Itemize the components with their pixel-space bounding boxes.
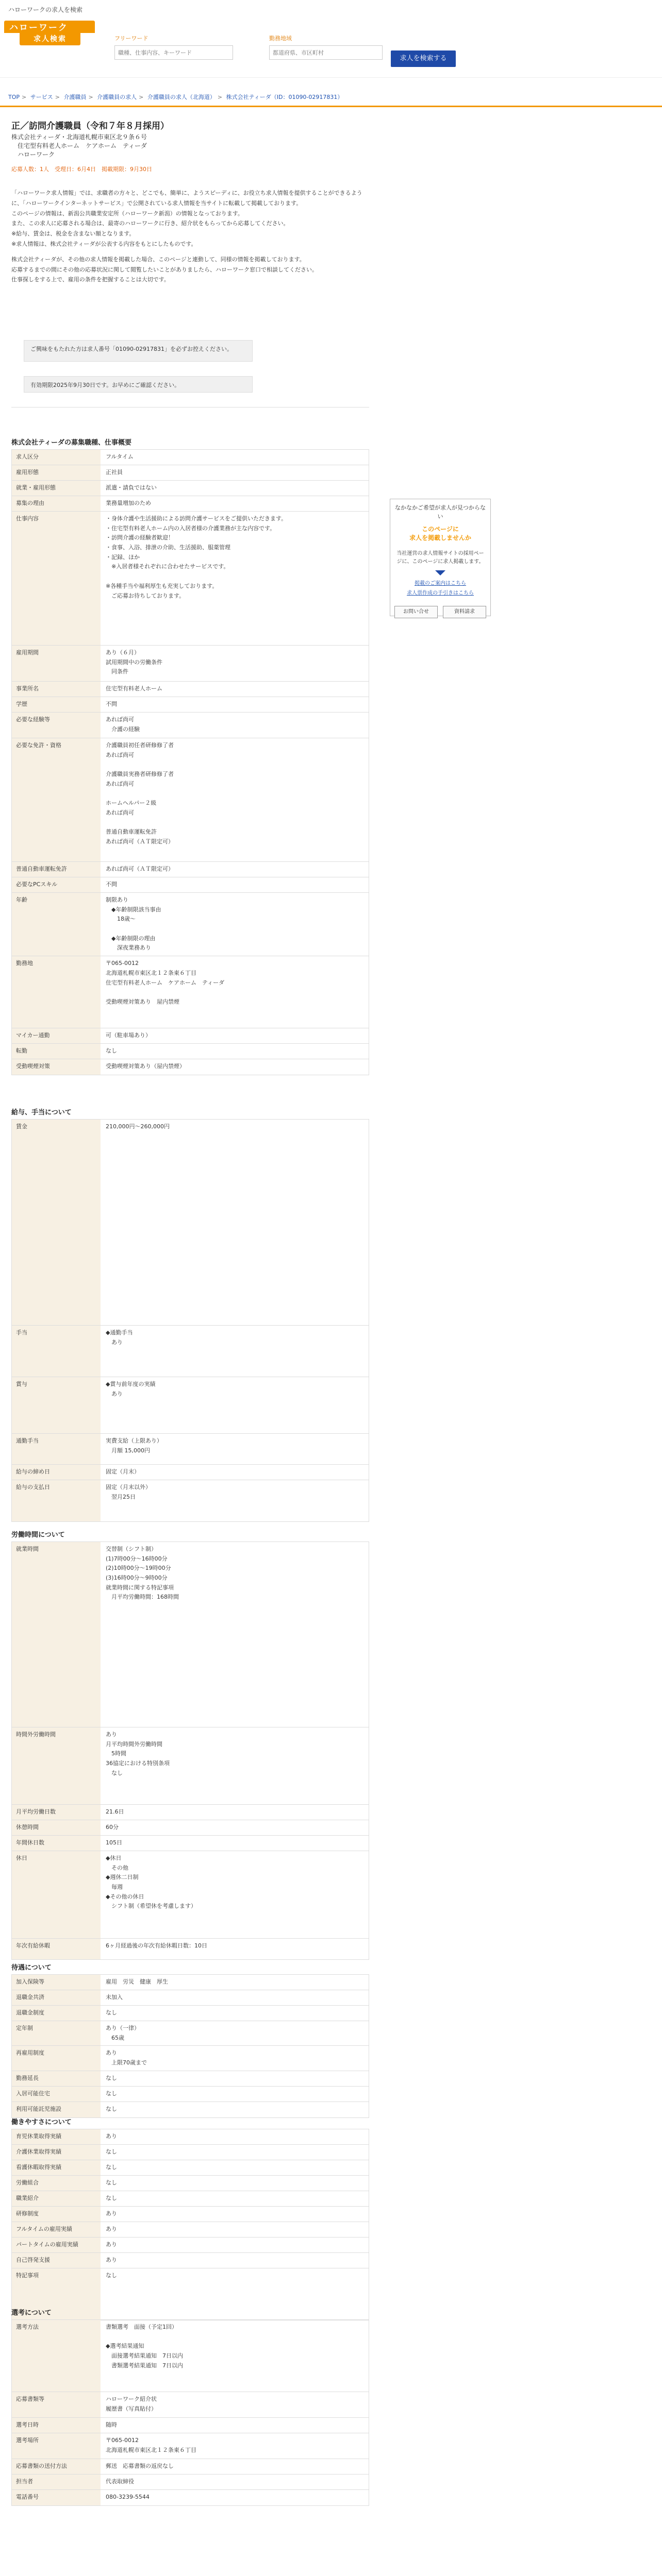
row-label: 利用可能託児施設	[12, 2102, 101, 2117]
row-label: 雇用形態	[12, 465, 101, 480]
row-label: 職業紹介	[12, 2191, 101, 2206]
row-value: あり（６月） 試用期間中の労働条件 同条件	[106, 649, 162, 675]
sidebar-ad	[390, 499, 491, 616]
row-value: 210,000円〜260,000円	[106, 1123, 170, 1130]
row-label: 看護休暇取得実績	[12, 2160, 101, 2175]
table-row	[12, 2006, 369, 2021]
intro-paragraph: 仕事探しをする上で、雇用の条件を把握することは大切です。	[11, 276, 170, 283]
row-label: 就業・雇用形態	[12, 481, 101, 496]
row-label: 再雇用制度	[12, 2046, 101, 2070]
row-value: なし	[106, 2009, 117, 2016]
row-value: あり	[106, 2226, 117, 2232]
row-value: 不問	[106, 881, 117, 888]
table-row	[12, 2268, 369, 2320]
row-value: 105日	[106, 1839, 122, 1846]
intro-paragraph	[11, 249, 369, 255]
row-value: あり（一律） 65歳	[106, 2025, 140, 2041]
row-label: 就業時間	[12, 1542, 101, 1727]
work-environment-table	[11, 2129, 369, 2320]
contact-button[interactable]: お問い合せ	[394, 606, 438, 618]
table-row	[12, 1028, 369, 1044]
row-value: 郵送 応募書類の返戻なし	[106, 2463, 174, 2469]
benefits-table	[11, 1974, 369, 2118]
row-value: 実費支給（上限あり） 月額 15,000円	[106, 1437, 162, 1454]
area-input[interactable]	[269, 45, 383, 60]
working-hours-table	[11, 1541, 369, 1960]
row-value: ◆賞与前年度の実績 あり	[106, 1381, 156, 1397]
row-value: 正社員	[106, 469, 123, 476]
intro-paragraph: 「ハローワーク求人情報」では、求職者の方々と、どこでも、簡単に、ようスピーディに、お役立ち求人情報を提供することができるように、「ハローワークインターネットサービス」で公開されている求人情報を当サイトに転載して掲載しております。	[11, 190, 362, 207]
row-label: 選考日時	[12, 2418, 101, 2433]
row-label: 育児休業取得実績	[12, 2129, 101, 2144]
row-label: 応募書類等	[12, 2392, 101, 2417]
row-label: 必要なPCスキル	[12, 877, 101, 892]
row-value: 〒065-0012 北海道札幌市東区北１２条東６丁目	[106, 2437, 196, 2453]
table-row	[12, 2459, 369, 2475]
row-value: ハローワーク紹介状 履歴書（写真貼付）	[106, 2396, 157, 2412]
row-value: 住宅型有料老人ホーム	[106, 685, 162, 692]
row-label: 雇用期間	[12, 646, 101, 681]
row-label: 選考方法	[12, 2320, 101, 2392]
breadcrumb-link[interactable]: TOP	[8, 94, 20, 100]
table-row	[12, 1727, 369, 1805]
intro-paragraph: ※給与、賃金は、税金を含まない額となります。	[11, 230, 135, 238]
row-value: ◆通勤手当 あり	[106, 1329, 133, 1346]
row-label: 転勤	[12, 1044, 101, 1059]
row-value: あり 上限70歳まで	[106, 2049, 147, 2066]
row-label: 給与の締め日	[12, 1465, 101, 1480]
row-label: 定年制	[12, 2021, 101, 2045]
sidebar-link[interactable]: 掲載のご案内はこちら	[415, 580, 466, 586]
table-row	[12, 1836, 369, 1851]
row-value: フルタイム	[106, 453, 134, 460]
table-row	[12, 2320, 369, 2392]
row-label: 賃金	[12, 1120, 101, 1325]
row-value: 固定（月末）	[106, 1468, 140, 1475]
row-value: 雇用 労災 健康 厚生	[106, 1978, 168, 1985]
row-label: 求人区分	[12, 450, 101, 465]
table-row	[12, 2087, 369, 2102]
table-row	[12, 2145, 369, 2160]
row-label: 介護休業取得実績	[12, 2145, 101, 2160]
table-row	[12, 512, 369, 646]
intro-paragraph: このページの情報は、新潟公共職業安定所（ハローワーク新潟）の情報となっております。	[11, 210, 243, 217]
table-row	[12, 1434, 369, 1465]
section-heading: 労働時間について	[11, 1531, 65, 1539]
row-value: 随時	[106, 2421, 117, 2428]
row-label: パートタイムの雇用実績	[12, 2238, 101, 2252]
table-row	[12, 713, 369, 738]
table-row	[12, 1120, 369, 1326]
row-label: 勤務延長	[12, 2071, 101, 2086]
row-value: なし	[106, 2105, 117, 2112]
row-label: 必要な経験等	[12, 713, 101, 738]
row-label: 普通自動車運転免許	[12, 862, 101, 877]
table-row	[12, 465, 369, 481]
table-row	[12, 1542, 369, 1727]
arrow-down-icon	[435, 570, 445, 575]
row-value: あり	[106, 2241, 117, 2248]
row-label: 勤務地	[12, 956, 101, 1028]
company-line: ハローワーク	[11, 150, 55, 158]
sidebar-title: なかなかご希望が求人が見つからない	[395, 504, 486, 520]
row-value: あり	[106, 2133, 117, 2140]
table-row	[12, 1480, 369, 1521]
table-row	[12, 2238, 369, 2253]
row-label: 賞与	[12, 1377, 101, 1433]
row-value: 不問	[106, 701, 117, 707]
intro-paragraph: ※求人情報は、株式会社ティーダが公表する内容をもとにしたものです。	[11, 240, 197, 247]
table-row	[12, 2160, 369, 2176]
row-value: 交替制（シフト制） (1)7時00分〜16時00分 (2)10時00分〜19時00分 (3)16時00分〜9時00分 就業時間に関する特記事項 月平均労働時間：168時間	[106, 1546, 179, 1601]
company-line: 住宅型有料老人ホーム ケアホーム ティーダ	[11, 142, 147, 149]
row-value: 代表取締役	[106, 2478, 134, 2485]
table-row	[12, 1059, 369, 1075]
row-value: ◆休日 その他 ◆週休二日制 毎週 ◆その他の休日 シフト制（希望休を考慮します）	[106, 1855, 196, 1910]
row-label: 自己啓発支援	[12, 2253, 101, 2268]
row-label: 年齢	[12, 893, 101, 956]
row-value: あり	[106, 2257, 117, 2263]
row-value: 21.6日	[106, 1808, 124, 1815]
breadcrumb-link[interactable]: 介護職員の求人（北海道）	[147, 94, 216, 100]
row-label: 電話番号	[12, 2490, 101, 2505]
table-row	[12, 862, 369, 877]
row-label: 手当	[12, 1326, 101, 1377]
posting-meta: 応募人数：1人 受理日：6月4日 掲載期限：9月30日	[11, 166, 152, 173]
row-value: 080-3239-5544	[106, 2494, 150, 2500]
row-label: 時間外労働時間	[12, 1727, 101, 1804]
table-row	[12, 682, 369, 697]
intro-paragraph: 応募するまでの間にその他の応募状況に関して閲覧したいことがありましたら、ハローワーク窓口で相談してください。	[11, 266, 318, 273]
section-heading: 株式会社ティーダの募集職種、仕事概要	[11, 439, 131, 447]
section-heading: 働きやすさについて	[11, 2119, 72, 2126]
row-value: あれば尚可（ＡＴ限定可）	[106, 866, 174, 872]
row-label: 加入保険等	[12, 1975, 101, 1990]
table-row	[12, 2071, 369, 2087]
row-value: 派遣・請負ではない	[106, 484, 157, 491]
row-label: 特記事項	[12, 2268, 101, 2320]
row-label: 退職金制度	[12, 2006, 101, 2021]
row-value: なし	[106, 2179, 117, 2186]
row-value: 介護職員初任者研修修了者 あれば尚可 介護職員実務者研修修了者 あれば尚可 ホームヘルパー２級 あれば尚可 普通自動車運転免許 あれば尚可（ＡＴ限定可）	[106, 742, 174, 845]
table-row	[12, 450, 369, 465]
request-docs-button[interactable]: 資料請求	[443, 606, 486, 618]
row-value: 受動喫煙対策あり（屋内禁煙）	[106, 1063, 185, 1070]
breadcrumb-link[interactable]: 株式会社ティーダ（ID：01090-02917831）	[226, 94, 343, 100]
company-line: 株式会社ティーダ・北海道札幌市東区北９条６号	[11, 133, 147, 141]
table-row	[12, 1820, 369, 1836]
sidebar-heading: このページに	[422, 526, 459, 533]
row-label: 選考場所	[12, 2433, 101, 2459]
logo-top-text: ハローワーク	[4, 21, 95, 33]
freeword-input[interactable]	[114, 45, 233, 60]
top-bar-text: ハローワークの求人を検索	[8, 6, 83, 13]
row-value: なし	[106, 1047, 117, 1055]
freeword-label: フリーワード	[114, 35, 148, 42]
row-label: 労働組合	[12, 2176, 101, 2191]
site-logo[interactable]	[4, 21, 95, 45]
table-row	[12, 1851, 369, 1939]
row-value: なし	[106, 2272, 117, 2279]
row-value: なし	[106, 2148, 117, 2155]
table-row	[12, 1805, 369, 1820]
row-value: なし	[106, 2164, 117, 2171]
table-row	[12, 2418, 369, 2433]
intro-paragraph: 株式会社ティーダが、その他の求人情報を掲載した場合、このページと連動して、同様の情報を掲載しております。	[11, 256, 305, 263]
salary-table	[11, 1119, 369, 1522]
table-row	[12, 2490, 369, 2505]
sidebar-link[interactable]: 求人票作成の手引きはこちら	[407, 590, 474, 597]
row-value: 業務量増加のため	[106, 500, 151, 506]
row-label: 応募書類の送付方法	[12, 2459, 101, 2474]
table-row	[12, 2191, 369, 2207]
row-label: 仕事内容	[12, 512, 101, 645]
section-heading: 給与、手当について	[11, 1109, 72, 1116]
table-row	[12, 2176, 369, 2191]
row-value: 未加入	[106, 1994, 123, 2001]
row-value: ・身体介護や生活援助による訪問介護サービスをご提供いただきます。 ・住宅型有料老人ホーム内の入居者様の介護業務が主な内容です。 ・訪問介護の経験者歓迎！ ・食事、入浴、排泄の介助、生活援助、服薬管理 ・記録、ほか ※入居者様それぞれに合わせたサービスです。 ※各種手当や福利厚生も充実しております。 ご応募お待ちしております。	[106, 515, 287, 599]
row-label: 年次有給休暇	[12, 1939, 101, 1959]
page-title: 正／訪問介護職員（令和７年８月採用）	[11, 121, 169, 131]
row-value: なし	[106, 2195, 117, 2201]
search-button[interactable]: 求人を検索する	[391, 50, 456, 67]
table-row	[12, 1975, 369, 1990]
table-row	[12, 2102, 369, 2117]
section-heading: 選考について	[11, 2309, 52, 2317]
row-label: 研修制度	[12, 2207, 101, 2222]
row-label: 必要な免許・資格	[12, 738, 101, 861]
sidebar-text: 当社運営の求人情報サイトの採用ページに、このページに求人掲載します。	[396, 550, 484, 565]
breadcrumb-link[interactable]: 介護職員	[63, 94, 87, 100]
table-row	[12, 956, 369, 1028]
area-label: 勤務地域	[269, 35, 292, 42]
company-info	[11, 133, 147, 159]
row-value: 60分	[106, 1824, 119, 1831]
table-row	[12, 1465, 369, 1480]
row-value: 書類選考 面接（予定1回） ◆選考結果通知 面接選考結果通知 7日以内 書類選考結果通知 7日以内	[106, 2324, 183, 2369]
row-label: 月平均労働日数	[12, 1805, 101, 1820]
table-row	[12, 738, 369, 862]
row-value: なし	[106, 2090, 117, 2097]
table-row	[12, 697, 369, 713]
table-row	[12, 1326, 369, 1377]
table-row	[12, 2475, 369, 2490]
row-value: 制限あり ◆年齢制限該当事由 18歳〜 ◆年齢制限の理由 深夜業務あり	[106, 896, 161, 952]
table-row	[12, 2222, 369, 2238]
table-row	[12, 2253, 369, 2268]
row-value: あり	[106, 2210, 117, 2217]
table-row	[12, 481, 369, 496]
job-number-notice: ご興味をもたれた方は求人番号「01090-02917831」を必ずお控えください。	[24, 340, 253, 362]
intro-paragraph: また、この求人に応募される場合は、最寄のハローワークに行き、紹介状をもらってから応募してください。	[11, 220, 289, 227]
row-value: 〒065-0012 北海道札幌市東区北１２条東６丁目 住宅型有料老人ホーム ケアホーム ティーダ 受動喫煙対策あり 屋内禁煙	[106, 960, 225, 1005]
row-label: マイカー通勤	[12, 1028, 101, 1043]
sidebar-heading: 求人を掲載しませんか	[409, 534, 471, 541]
table-row	[12, 2129, 369, 2145]
row-label: 受動喫煙対策	[12, 1059, 101, 1075]
table-row	[12, 2392, 369, 2418]
row-label: 年間休日数	[12, 1836, 101, 1851]
breadcrumb-link[interactable]: サービス	[30, 94, 53, 100]
row-value: 6ヶ月経過後の年次有給休暇日数：10日	[106, 1942, 207, 1949]
table-row	[12, 1377, 369, 1434]
table-row	[12, 2433, 369, 2459]
table-row	[12, 893, 369, 956]
row-label: 退職金共済	[12, 1990, 101, 2005]
row-value: あり 月平均時間外労働時間 5時間 36協定における特別条項 なし	[106, 1731, 170, 1776]
table-row	[12, 2207, 369, 2222]
intro-text	[11, 188, 369, 285]
table-row	[12, 2021, 369, 2046]
table-row	[12, 496, 369, 512]
row-label: 休日	[12, 1851, 101, 1938]
row-label: 事業所名	[12, 682, 101, 697]
table-row	[12, 646, 369, 682]
row-label: 通勤手当	[12, 1434, 101, 1464]
row-value: あれば尚可 介護の経験	[106, 716, 140, 733]
row-label: 募集の理由	[12, 496, 101, 511]
selection-table	[11, 2319, 369, 2506]
job-overview-table	[11, 449, 369, 1075]
table-row	[12, 1990, 369, 2006]
row-label: フルタイムの雇用実績	[12, 2222, 101, 2237]
table-row	[12, 1939, 369, 1959]
table-row	[12, 2046, 369, 2071]
row-value: なし	[106, 2074, 117, 2081]
row-label: 学歴	[12, 697, 101, 712]
table-row	[12, 1044, 369, 1059]
row-label: 休憩時間	[12, 1820, 101, 1835]
section-heading: 待遇について	[11, 1964, 52, 1972]
row-label: 入居可能住宅	[12, 2087, 101, 2102]
breadcrumb: TOP > サービス > 介護職員 > 介護職員の求人 > 介護職員の求人（北海道） > 株式会社ティーダ（ID：01090-02917831）	[8, 94, 343, 100]
row-label: 担当者	[12, 2475, 101, 2489]
row-label: 給与の支払日	[12, 1480, 101, 1521]
breadcrumb-link[interactable]: 介護職員の求人	[97, 94, 137, 100]
logo-bottom-text: 求人検索	[20, 33, 80, 45]
row-value: 固定（月末以外） 翌月25日	[106, 1484, 151, 1500]
table-row	[12, 877, 369, 893]
expiry-notice: 有効期限2025年9月30日です。お早めにご確認ください。	[24, 376, 253, 393]
row-value: 可（駐車場あり）	[106, 1032, 151, 1039]
